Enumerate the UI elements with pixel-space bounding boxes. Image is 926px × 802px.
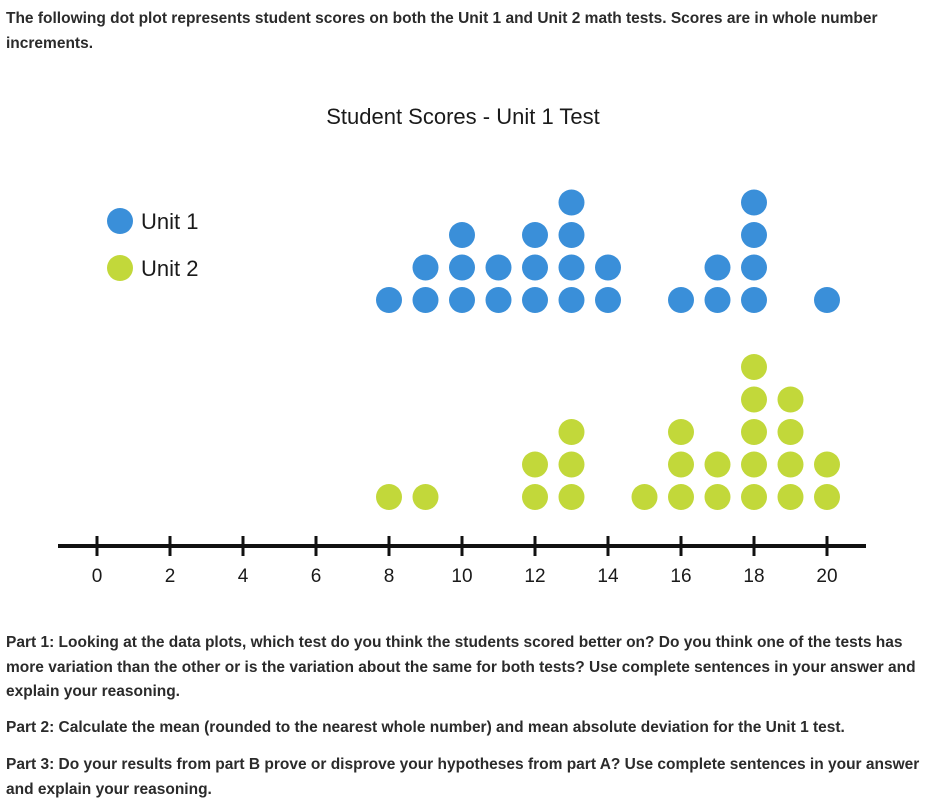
dot-unit-2 (559, 419, 585, 445)
tick-label: 6 (310, 566, 322, 587)
dot-unit-1 (522, 222, 548, 248)
dot-unit-2 (778, 419, 804, 445)
dot-unit-1 (705, 287, 731, 313)
dot-unit-2 (632, 484, 658, 510)
dot-unit-1 (522, 287, 548, 313)
dot-unit-1 (741, 255, 767, 281)
dot-unit-1 (741, 287, 767, 313)
intro-text: The following dot plot represents student scores on both the Unit 1 and Unit 2 math tests. Scores are in whole number increments. (6, 10, 878, 52)
dot-unit-1 (668, 287, 694, 313)
tick-label: 20 (816, 566, 838, 587)
dot-unit-2 (741, 354, 767, 380)
dot-unit-2 (376, 484, 402, 510)
tick-label: 10 (451, 566, 473, 587)
dot-unit-2 (522, 452, 548, 478)
question-part-2: Part 2: Calculate the mean (rounded to the nearest whole number) and mean absolute deviation for the Unit 1 test. (6, 719, 845, 736)
dot-unit-1 (522, 255, 548, 281)
question-part-1: Part 1: Looking at the data plots, which test do you think the students scored better on? Do you think one of the tests has more variation than the other or is the variation about the same for both tests? Use complete sentences in your answer and explain your reasoning. (6, 634, 916, 700)
dot-unit-1 (559, 287, 585, 313)
tick-label: 0 (91, 566, 103, 587)
dot-unit-1 (559, 222, 585, 248)
tick-label: 12 (524, 566, 546, 587)
dot-unit-1 (595, 287, 621, 313)
dot-unit-1 (449, 255, 475, 281)
legend-swatch (107, 208, 133, 234)
dot-unit-1 (413, 255, 439, 281)
dot-unit-2 (705, 484, 731, 510)
dot-unit-2 (741, 419, 767, 445)
dot-plot-chart (0, 90, 926, 600)
dot-unit-2 (778, 484, 804, 510)
dot-unit-1 (413, 287, 439, 313)
dots-layer (376, 190, 840, 511)
dot-unit-1 (486, 255, 512, 281)
dot-unit-1 (559, 255, 585, 281)
tick-label: 2 (164, 566, 176, 587)
tick-label: 16 (670, 566, 692, 587)
legend-swatch (107, 255, 133, 281)
dot-unit-1 (449, 222, 475, 248)
dot-unit-2 (559, 484, 585, 510)
dot-unit-2 (778, 387, 804, 413)
dot-unit-2 (814, 484, 840, 510)
tick-label: 8 (383, 566, 395, 587)
dot-unit-2 (705, 452, 731, 478)
chart-title: Student Scores - Unit 1 Test (326, 104, 600, 129)
tick-label: 14 (597, 566, 619, 587)
dot-unit-1 (705, 255, 731, 281)
dot-unit-1 (814, 287, 840, 313)
dot-unit-2 (668, 419, 694, 445)
dot-unit-2 (413, 484, 439, 510)
dot-unit-1 (741, 222, 767, 248)
question-part-3: Part 3: Do your results from part B prove or disprove your hypotheses from part A? Use complete sentences in your answer and explain your reasoning. (6, 756, 920, 798)
dot-unit-2 (741, 387, 767, 413)
dot-unit-1 (449, 287, 475, 313)
tick-label: 4 (237, 566, 249, 587)
dot-unit-2 (559, 452, 585, 478)
dot-unit-2 (668, 484, 694, 510)
dot-unit-2 (814, 452, 840, 478)
dot-unit-1 (376, 287, 402, 313)
dot-unit-2 (741, 484, 767, 510)
dot-unit-1 (595, 255, 621, 281)
axis-ticks (92, 536, 838, 587)
dot-unit-2 (668, 452, 694, 478)
dot-unit-1 (486, 287, 512, 313)
dot-unit-2 (741, 452, 767, 478)
dot-unit-2 (522, 484, 548, 510)
dot-unit-2 (778, 452, 804, 478)
tick-label: 18 (743, 566, 765, 587)
dot-unit-1 (559, 190, 585, 216)
legend-label: Unit 2 (141, 256, 199, 281)
dot-unit-1 (741, 190, 767, 216)
legend-label: Unit 1 (141, 209, 199, 234)
legend (107, 208, 198, 281)
